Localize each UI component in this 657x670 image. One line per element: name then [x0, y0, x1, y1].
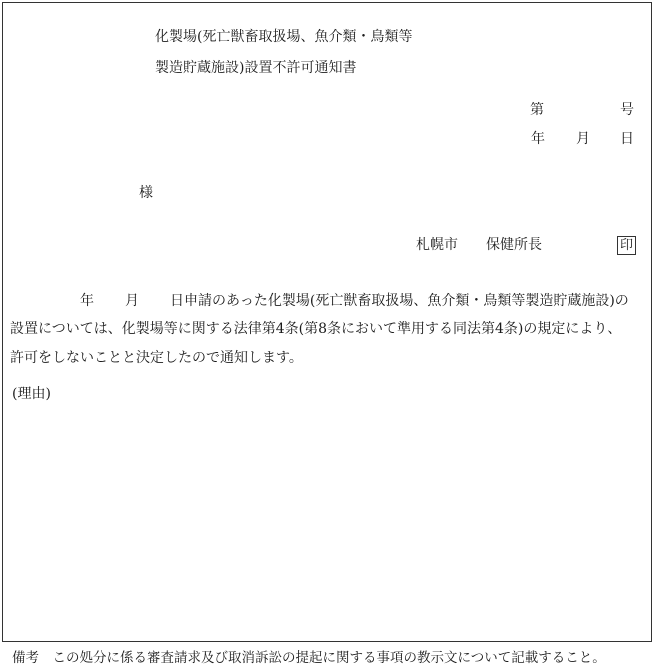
addressee-suffix: 様 [139, 185, 153, 201]
remark-note: 備考 この処分に係る審査請求及び取消訴訟の提起に関する事項の教示文について記載すること。 [12, 650, 606, 666]
title-line-2: 製造貯蔵施設)設置不許可通知書 [155, 60, 357, 76]
sender-name: 札幌市 保健所長 [416, 237, 542, 253]
body-line-1: 日申請のあった化製場(死亡獣畜取扱場、魚介類・鳥類等製造貯蔵施設)の [170, 293, 629, 309]
title-line-1: 化製場(死亡獣畜取扱場、魚介類・鳥類等 [155, 29, 413, 45]
seal-stamp: 印 [617, 236, 636, 255]
document-number-suffix: 号 [620, 102, 634, 118]
issue-date-day: 日 [620, 131, 634, 147]
body-line-2: 設置については、化製場等に関する法律第4条(第8条において準用する同法第4条)の規定により、 [10, 321, 622, 337]
reason-label: (理由) [12, 386, 51, 402]
body-line-3: 許可をしないことと決定したので通知します。 [10, 350, 303, 366]
document-number-prefix: 第 [530, 102, 544, 118]
issue-date-year: 年 [531, 131, 545, 147]
application-month: 月 [125, 293, 139, 309]
application-year: 年 [80, 293, 94, 309]
issue-date-month: 月 [576, 131, 590, 147]
